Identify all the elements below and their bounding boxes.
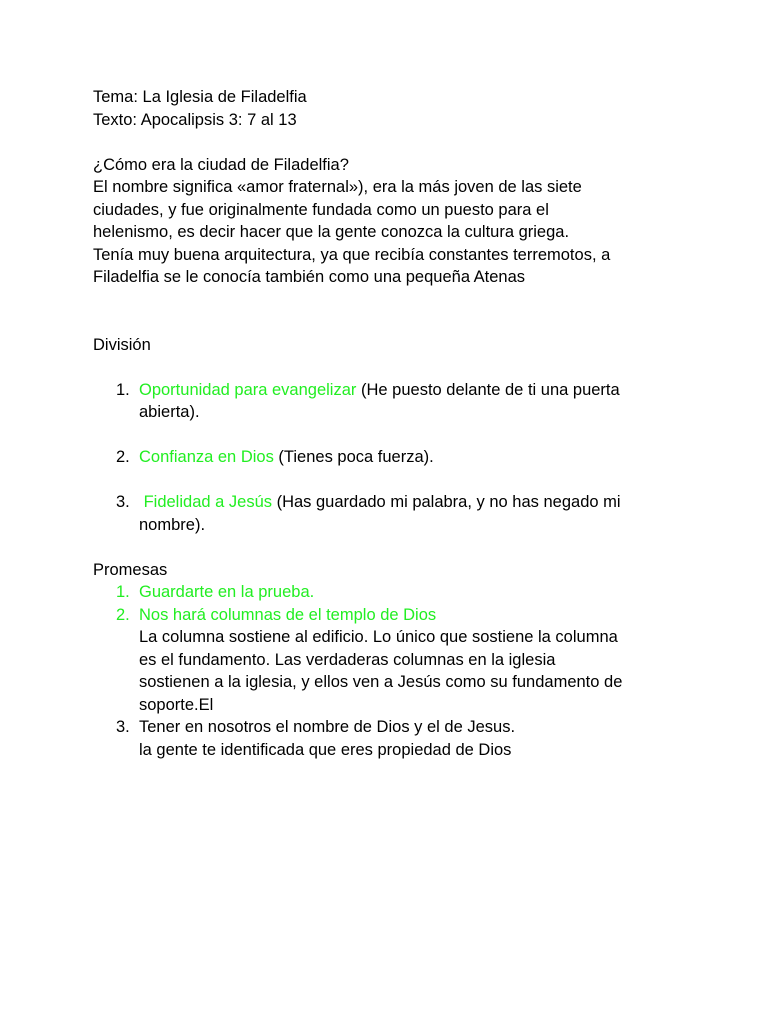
promesa-body-line: La columna sostiene al edificio. Lo único que sostiene la columna [139,628,618,646]
document-content [93,86,683,761]
tema-line: Tema: La Iglesia de Filadelfia [93,88,307,106]
promesa-body-line: es el fundamento. Las verdaderas columnas en la iglesia [139,650,556,669]
intro-line: El nombre significa «amor fraternal»), era la más joven de las siete [93,178,582,196]
division-item [93,491,683,536]
list-number: 1. [116,583,130,601]
list-number: 1. [116,380,130,399]
promesas-heading: Promesas [93,560,168,579]
division-detail: (He puesto delante de ti una puerta [356,380,620,399]
promesa-title: Guardarte en la prueba. [139,583,315,601]
intro-paragraph [93,154,683,289]
division-detail: (Tienes poca fuerza). [273,448,434,466]
promesa-body-line: sostienen a la iglesia, y ellos ven a Jesús como su fundamento de [139,673,623,691]
intro-line: helenismo, es decir hacer que la gente conozca la cultura griega. [93,223,570,241]
list-number: 2. [116,448,130,466]
promesa-title: Nos hará columnas de el templo de Dios [139,605,437,624]
promesa-title: Tener en nosotros el nombre de Dios y el de Jesus. [139,718,516,736]
promesas-list [93,581,683,761]
intro-question: ¿Cómo era la ciudad de Filadelfia? [93,155,349,174]
promesa-item [93,716,683,761]
promesa-item [93,581,683,604]
division-highlight: Confianza en Dios [139,448,274,466]
list-number: 2. [116,605,130,624]
division-detail-cont: nombre). [139,515,206,534]
intro-line: Filadelfia se le conocía también como una pequeña Atenas [93,268,526,286]
division-highlight: Oportunidad para evangelizar [139,380,357,399]
texto-line: Texto: Apocalipsis 3: 7 al 13 [93,110,297,129]
list-number: 3. [116,718,130,736]
division-detail-cont: abierta). [139,403,200,421]
intro-line: Tenía muy buena arquitectura, ya que recibía constantes terremotos, a [93,245,611,264]
division-item [93,379,683,424]
list-number: 3. [116,493,130,511]
division-heading: División [93,335,151,354]
promesa-body-line: la gente te identificada que eres propiedad de Dios [139,740,512,759]
division-highlight: Fidelidad a Jesús [139,493,272,511]
promesa-item [93,604,683,717]
division-detail: (Has guardado mi palabra, y no has negado mi [272,493,621,511]
division-list [93,379,683,537]
division-item [93,446,683,469]
intro-line: ciudades, y fue originalmente fundada como un puesto para el [93,200,549,219]
promesa-body-line: soporte.El [139,695,214,714]
